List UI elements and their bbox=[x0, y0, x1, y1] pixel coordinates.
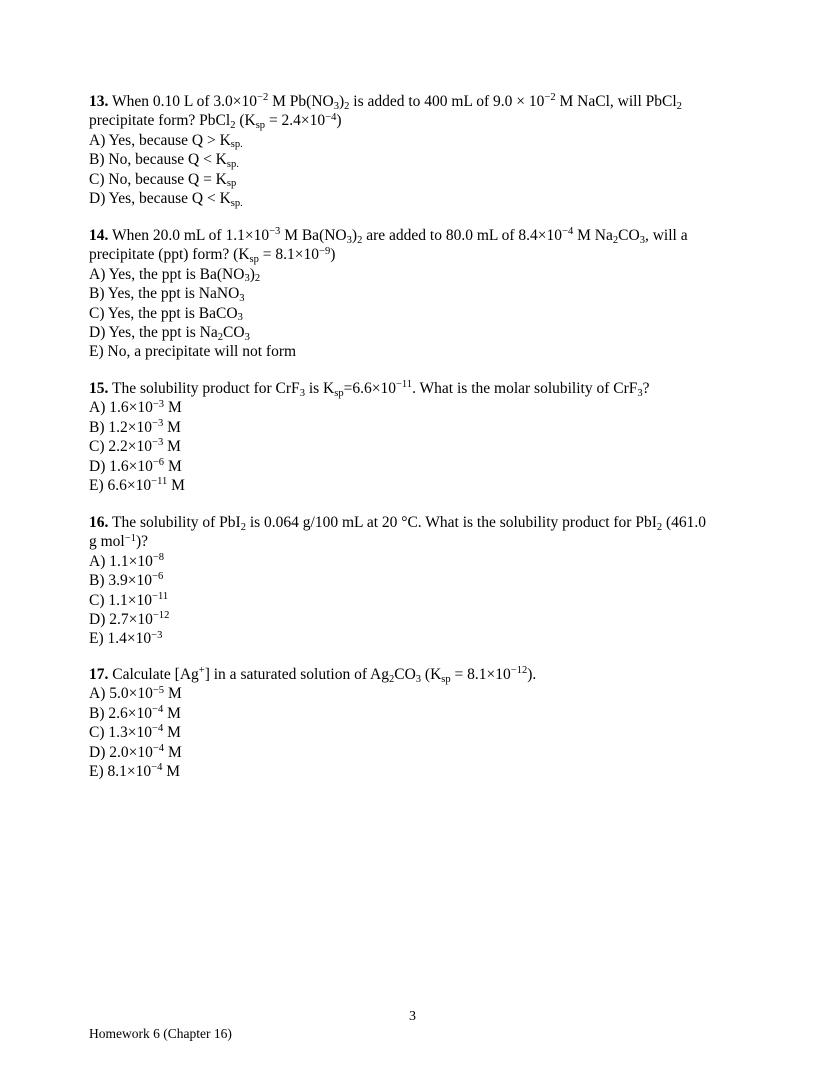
answer-choice-a: A) Yes, the ppt is $Ba(NO_3)_2$ bbox=[89, 265, 261, 285]
answer-choice-b: B) $3.9\times 10^{-6}$ bbox=[89, 571, 164, 590]
question-15 bbox=[89, 379, 749, 495]
question-number: 16. bbox=[89, 514, 109, 531]
answer-choice-e: E) No, a precipitate will not form bbox=[89, 343, 297, 361]
answer-choice-c: C) $1.1\times 10^{-11}$ bbox=[89, 590, 169, 609]
question-stem-line: precipitate form? PbCl$_2$ $(K_{sp} = 2.4\times 10^{-4})$ bbox=[89, 111, 342, 132]
page-number: 3 bbox=[409, 1009, 416, 1024]
answer-choice-c: C) Yes, the ppt is BaCO$_3$ bbox=[89, 304, 243, 324]
answer-choice-b: B) No, because $Q < K_{sp.}$ bbox=[89, 151, 239, 170]
question-stem bbox=[89, 665, 749, 684]
answer-choice-d: D) Yes, the ppt is $Na_2CO_3$ bbox=[89, 324, 250, 343]
question-number: 15. bbox=[89, 380, 109, 397]
answer-choice-a: A) $1.6\times 10^{-3}$ M bbox=[89, 398, 182, 417]
answer-choice-d: D) Yes, because $Q < K_{sp.}$ bbox=[89, 190, 243, 209]
question-number: 17. bbox=[89, 666, 109, 683]
question-stem bbox=[89, 92, 749, 111]
question-number: 14. bbox=[89, 227, 109, 244]
answer-choice-a: A) $1.1\times 10^{-8}$ bbox=[89, 552, 165, 570]
question-text: The solubility product for CrF$_3$ is $K_{sp}=6.6\times 10^{-11}$. What is the molar solubility of CrF$_3$? bbox=[108, 379, 650, 399]
question-text: Calculate [Ag+] in a saturated solution of $Ag_2CO_3$ $(K_{sp} = 8.1\times 10^{-12})$. bbox=[108, 665, 537, 685]
question-14 bbox=[89, 226, 749, 362]
answer-choice-e: E) $1.4\times 10^{-3}$ bbox=[89, 629, 163, 648]
page-footer: Homework 6 (Chapter 16) bbox=[89, 1026, 232, 1041]
answer-choice-a: A) $5.0\times 10^{-5}$ M bbox=[89, 684, 182, 703]
answer-choice-b: B) Yes, the ppt is NaNO$_3$ bbox=[89, 285, 245, 304]
answer-choice-e: E) $6.6\times 10^{-11}$ M bbox=[89, 476, 185, 495]
question-stem bbox=[89, 513, 749, 532]
answer-choice-d: D) $1.6\times 10^{-6}$ M bbox=[89, 456, 182, 475]
question-stem-line: precipitate (ppt) form? $(K_{sp} = 8.1\times 10^{-9})$ bbox=[89, 245, 336, 266]
answer-choice-c: C) $2.2\times 10^{-3}$ M bbox=[89, 437, 181, 456]
answer-choice-d: D) $2.7\times 10^{-12}$ bbox=[89, 610, 170, 629]
question-17 bbox=[89, 665, 749, 781]
answer-choice-d: D) $2.0\times 10^{-4}$ M bbox=[89, 742, 182, 761]
answer-choice-a: A) Yes, because $Q > K_{sp.}$ bbox=[89, 131, 243, 151]
question-stem bbox=[89, 226, 749, 245]
question-number: 13. bbox=[89, 93, 109, 110]
answer-choice-c: C) No, because $Q = K_{sp}$ bbox=[89, 170, 237, 190]
question-stem bbox=[89, 379, 749, 398]
question-text: The solubility of PbI$_2$ is 0.064 g/100 mL at 20 °C. What is the solubility product for PbI$_2$ (461.0 bbox=[108, 514, 707, 533]
question-16 bbox=[89, 513, 749, 649]
answer-choice-b: B) $2.6\times 10^{-4}$ M bbox=[89, 704, 181, 722]
answer-choice-e: E) $8.1\times 10^{-4}$ M bbox=[89, 762, 181, 781]
answer-choice-b: B) $1.2\times 10^{-3}$ M bbox=[89, 418, 181, 436]
question-text: When 20.0 mL of $1.1\times 10^{-3}$ M $Ba(NO_3)_2$ are added to 80.0 mL of $8.4\times 10^{-4}$ M $Na_2CO_3$, will a bbox=[108, 226, 688, 246]
question-text: When 0.10 L of $3.0\times 10^{-2}$ M $Pb(NO_3)_2$ is added to 400 mL of $9.0 \times 10^{-2}$ M NaCl, will PbCl$_2$ bbox=[108, 92, 682, 112]
question-stem-line: g mol$^{-1}$)? bbox=[89, 532, 149, 551]
answer-choice-c: C) $1.3\times 10^{-4}$ M bbox=[89, 723, 181, 742]
question-13 bbox=[89, 92, 749, 208]
